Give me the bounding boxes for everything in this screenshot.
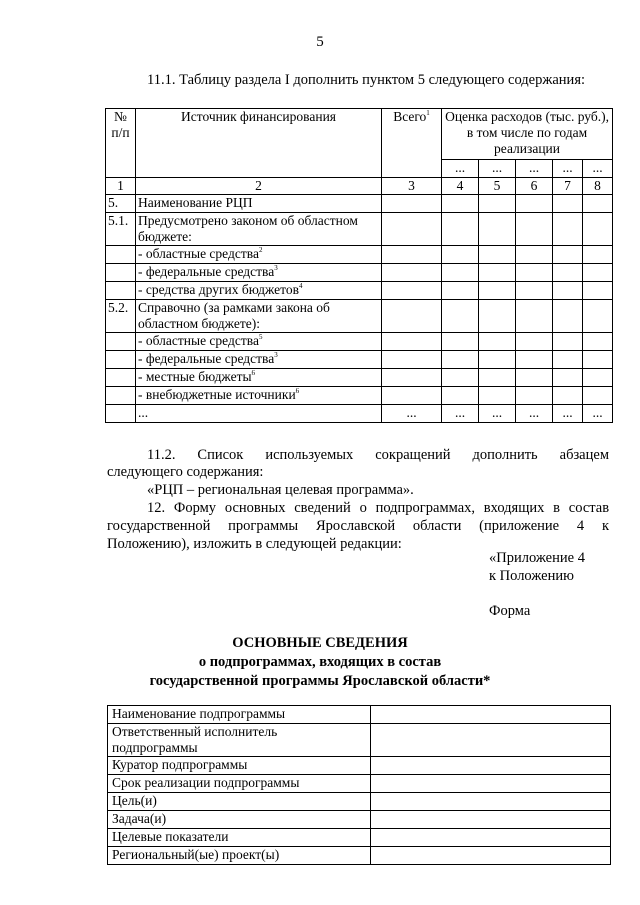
value-cell bbox=[553, 282, 583, 300]
row-source bbox=[136, 300, 382, 333]
value-cell bbox=[516, 264, 553, 282]
field-label: Цель(и) bbox=[108, 793, 371, 811]
value-cell bbox=[479, 246, 516, 264]
value-cell: ... bbox=[516, 405, 553, 423]
appendix-line2: к Положению bbox=[489, 568, 574, 584]
p12-word: сведений bbox=[294, 500, 351, 516]
p112-quote-line bbox=[107, 482, 609, 499]
table2-body bbox=[108, 706, 611, 865]
intro-text: 11.1. Таблицу раздела I дополнить пунктом 5 следующего содержания: bbox=[147, 72, 586, 88]
value-cell bbox=[583, 213, 613, 246]
row-num bbox=[106, 333, 136, 351]
value-cell: ... bbox=[553, 405, 583, 423]
table1-row bbox=[106, 195, 613, 213]
p12-word: о bbox=[359, 500, 367, 516]
value-cell bbox=[516, 246, 553, 264]
value-cell bbox=[516, 387, 553, 405]
value-cell bbox=[516, 351, 553, 369]
year-cell: ... bbox=[516, 160, 553, 178]
table1-numbering-row bbox=[106, 178, 613, 195]
p112-line2: следующего содержания: bbox=[107, 464, 264, 480]
row-source-text: Справочно (за рамками закона об областном бюджете): bbox=[138, 300, 330, 331]
row-num: 5.1. bbox=[106, 213, 136, 246]
field-label: Целевые показатели bbox=[108, 829, 371, 847]
table1-row bbox=[106, 213, 613, 246]
table2-row bbox=[108, 706, 611, 724]
row-source bbox=[136, 405, 382, 423]
p12-word: входящих bbox=[483, 500, 545, 516]
value-cell bbox=[583, 246, 613, 264]
row-source-text: ... bbox=[138, 405, 149, 420]
value-cell bbox=[442, 282, 479, 300]
row-source bbox=[136, 213, 382, 246]
value-cell bbox=[382, 246, 442, 264]
p112-quote: «РЦП – региональная целевая программа». bbox=[147, 482, 414, 498]
col-number: 1 bbox=[106, 178, 136, 195]
page-number: 5 bbox=[316, 34, 324, 50]
col-number: 6 bbox=[516, 178, 553, 195]
field-value bbox=[371, 724, 611, 757]
table2-row bbox=[108, 724, 611, 757]
header-estimate: Оценка расходов (тыс. руб.), в том числе по годам реализации bbox=[442, 109, 613, 160]
value-cell bbox=[583, 282, 613, 300]
row-source bbox=[136, 195, 382, 213]
value-cell bbox=[553, 195, 583, 213]
value-cell: ... bbox=[583, 405, 613, 423]
header-total bbox=[382, 109, 442, 178]
value-cell bbox=[516, 282, 553, 300]
col-number: 8 bbox=[583, 178, 613, 195]
row-num bbox=[106, 282, 136, 300]
table1-row bbox=[106, 369, 613, 387]
value-cell bbox=[479, 369, 516, 387]
row-source-text: Предусмотрено законом об областном бюджете: bbox=[138, 213, 358, 244]
table1-row bbox=[106, 387, 613, 405]
row-source bbox=[136, 264, 382, 282]
value-cell bbox=[553, 213, 583, 246]
value-cell bbox=[442, 369, 479, 387]
value-cell bbox=[583, 195, 613, 213]
value-cell bbox=[583, 300, 613, 333]
value-cell bbox=[516, 369, 553, 387]
p12-word: 12. bbox=[147, 500, 166, 516]
row-source-sup: 6 bbox=[251, 369, 256, 377]
row-num bbox=[106, 351, 136, 369]
row-source-sup: 3 bbox=[274, 351, 278, 359]
row-num bbox=[106, 405, 136, 423]
row-source-text: - областные средства bbox=[138, 333, 259, 348]
value-cell bbox=[382, 282, 442, 300]
value-cell: ... bbox=[442, 405, 479, 423]
table2-row bbox=[108, 775, 611, 793]
value-cell bbox=[553, 246, 583, 264]
value-cell bbox=[553, 351, 583, 369]
row-source-text: - областные средства bbox=[138, 246, 259, 261]
p112-word: 11.2. Список bbox=[147, 447, 244, 463]
row-num bbox=[106, 246, 136, 264]
col-number: 7 bbox=[553, 178, 583, 195]
value-cell bbox=[516, 333, 553, 351]
row-num bbox=[106, 369, 136, 387]
table1-row bbox=[106, 405, 613, 423]
year-cell: ... bbox=[479, 160, 516, 178]
p12-word: (приложение bbox=[479, 518, 560, 534]
table1-row bbox=[106, 282, 613, 300]
value-cell bbox=[479, 213, 516, 246]
value-cell bbox=[442, 213, 479, 246]
col-number: 5 bbox=[479, 178, 516, 195]
table1-row bbox=[106, 333, 613, 351]
value-cell bbox=[479, 351, 516, 369]
field-value bbox=[371, 757, 611, 775]
p12-word: подпрограммах, bbox=[375, 500, 476, 516]
row-source-text: - средства других бюджетов bbox=[138, 282, 299, 297]
table2-row bbox=[108, 811, 611, 829]
col-number: 2 bbox=[136, 178, 382, 195]
form-label: Форма bbox=[489, 603, 531, 619]
row-source bbox=[136, 351, 382, 369]
field-label: Срок реализации подпрограммы bbox=[108, 775, 371, 793]
row-source-text: - федеральные средства bbox=[138, 264, 275, 279]
header-source: Источник финансирования bbox=[136, 109, 382, 178]
field-label: Региональный(ые) проект(ы) bbox=[108, 847, 371, 865]
header-total-label: Всего bbox=[393, 109, 427, 124]
value-cell bbox=[382, 333, 442, 351]
field-label: Наименование подпрограммы bbox=[108, 706, 371, 724]
header-total-sup: 1 bbox=[426, 109, 430, 117]
col-number: 4 bbox=[442, 178, 479, 195]
value-cell bbox=[382, 195, 442, 213]
value-cell bbox=[479, 333, 516, 351]
year-cell: ... bbox=[442, 160, 479, 178]
field-label: Куратор подпрограммы bbox=[108, 757, 371, 775]
subprogram-info-table bbox=[107, 705, 611, 865]
row-source bbox=[136, 282, 382, 300]
p12-word: программы bbox=[228, 518, 299, 534]
value-cell bbox=[553, 387, 583, 405]
field-value bbox=[371, 829, 611, 847]
table1-row bbox=[106, 264, 613, 282]
value-cell: ... bbox=[479, 405, 516, 423]
row-source-sup: 3 bbox=[274, 264, 278, 272]
p112-word: сокращений bbox=[375, 447, 451, 463]
row-source-text: - федеральные средства bbox=[138, 351, 275, 366]
value-cell bbox=[479, 282, 516, 300]
value-cell bbox=[583, 333, 613, 351]
title-line2: о подпрограммах, входящих в состав bbox=[198, 654, 442, 670]
table1-row bbox=[106, 246, 613, 264]
table2-row bbox=[108, 757, 611, 775]
value-cell bbox=[442, 333, 479, 351]
col-number: 3 bbox=[382, 178, 442, 195]
p112-word: дополнить bbox=[472, 447, 538, 463]
value-cell bbox=[479, 195, 516, 213]
row-source bbox=[136, 333, 382, 351]
p12-word: основных bbox=[224, 500, 286, 516]
value-cell bbox=[382, 264, 442, 282]
row-num: 5.2. bbox=[106, 300, 136, 333]
value-cell bbox=[583, 264, 613, 282]
title-line1: ОСНОВНЫЕ СВЕДЕНИЯ bbox=[232, 635, 408, 651]
row-source-sup: 5 bbox=[258, 333, 263, 341]
title-line3: государственной программы Ярославской области* bbox=[149, 673, 491, 689]
value-cell bbox=[382, 369, 442, 387]
field-value bbox=[371, 793, 611, 811]
value-cell bbox=[382, 387, 442, 405]
value-cell bbox=[583, 369, 613, 387]
value-cell bbox=[442, 246, 479, 264]
row-source bbox=[136, 387, 382, 405]
p12-line2 bbox=[107, 518, 609, 535]
table1-row bbox=[106, 300, 613, 333]
value-cell bbox=[442, 387, 479, 405]
value-cell bbox=[442, 195, 479, 213]
row-source-sup: 6 bbox=[295, 387, 300, 395]
row-num bbox=[106, 264, 136, 282]
intro-paragraph bbox=[107, 72, 609, 89]
value-cell bbox=[516, 300, 553, 333]
value-cell bbox=[583, 351, 613, 369]
table2-row bbox=[108, 829, 611, 847]
value-cell bbox=[516, 195, 553, 213]
row-source-text: Наименование РЦП bbox=[138, 195, 253, 210]
p12-word: Ярославской bbox=[315, 518, 396, 534]
row-num bbox=[106, 387, 136, 405]
row-source-sup: 4 bbox=[298, 282, 303, 290]
field-label: Задача(и) bbox=[108, 811, 371, 829]
year-cell: ... bbox=[553, 160, 583, 178]
row-num: 5. bbox=[106, 195, 136, 213]
value-cell bbox=[479, 387, 516, 405]
value-cell bbox=[553, 264, 583, 282]
p112-word: используемых bbox=[265, 447, 354, 463]
field-value bbox=[371, 811, 611, 829]
header-num: № п/п bbox=[106, 109, 136, 178]
table1-header-row bbox=[106, 109, 613, 160]
table1-body bbox=[106, 195, 613, 423]
field-value bbox=[371, 847, 611, 865]
value-cell bbox=[583, 387, 613, 405]
p12-word: к bbox=[601, 518, 610, 534]
value-cell bbox=[442, 300, 479, 333]
p12-word: государственной bbox=[107, 518, 211, 534]
field-value bbox=[371, 706, 611, 724]
table2-row bbox=[108, 793, 611, 811]
row-source-text: - внебюджетные источники bbox=[138, 387, 296, 402]
p112-line1 bbox=[107, 447, 609, 464]
row-source bbox=[136, 246, 382, 264]
row-source-sup: 2 bbox=[258, 246, 263, 254]
p112-word: абзацем bbox=[559, 447, 609, 463]
financing-table bbox=[105, 108, 613, 423]
value-cell: ... bbox=[382, 405, 442, 423]
p12-line1 bbox=[107, 500, 609, 517]
row-source-text: - местные бюджеты bbox=[138, 369, 252, 384]
value-cell bbox=[553, 300, 583, 333]
value-cell bbox=[553, 369, 583, 387]
table2-row bbox=[108, 847, 611, 865]
field-label: Ответственный исполнитель подпрограммы bbox=[108, 724, 371, 757]
value-cell bbox=[479, 300, 516, 333]
table1-row bbox=[106, 351, 613, 369]
value-cell bbox=[382, 351, 442, 369]
p12-line3: Положению), изложить в следующей редакции: bbox=[107, 536, 402, 552]
value-cell bbox=[442, 264, 479, 282]
value-cell bbox=[479, 264, 516, 282]
appendix-line1: «Приложение 4 bbox=[489, 550, 585, 566]
p12-word: 4 bbox=[576, 518, 585, 534]
value-cell bbox=[382, 300, 442, 333]
year-cell: ... bbox=[583, 160, 613, 178]
value-cell bbox=[382, 213, 442, 246]
value-cell bbox=[442, 351, 479, 369]
field-value bbox=[371, 775, 611, 793]
value-cell bbox=[516, 213, 553, 246]
p12-word: в bbox=[553, 500, 561, 516]
row-source bbox=[136, 369, 382, 387]
p12-word: области bbox=[412, 518, 462, 534]
p12-word: состав bbox=[568, 500, 610, 516]
p12-word: Форму bbox=[173, 500, 217, 516]
value-cell bbox=[553, 333, 583, 351]
